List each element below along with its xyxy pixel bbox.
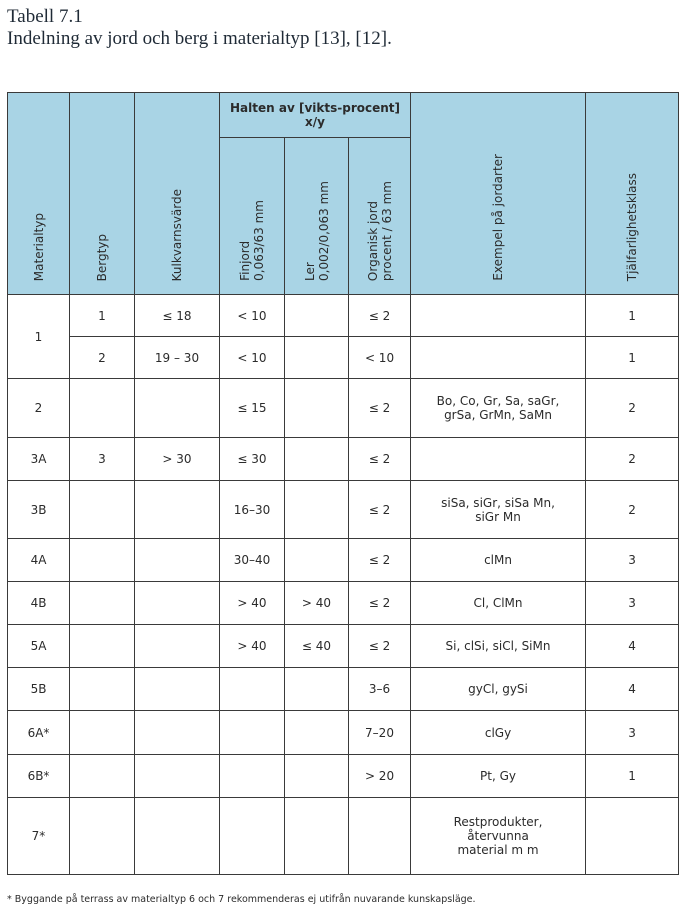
table-row bbox=[8, 337, 679, 379]
cell-ler bbox=[285, 481, 349, 539]
cell-finjord: ≤ 15 bbox=[220, 379, 285, 438]
header-finjord: Finjord 0,063/63 mm bbox=[220, 138, 285, 295]
cell-tjalfarlighet: 1 bbox=[586, 337, 679, 379]
cell-exempel: siSa, siGr, siSa Mn, siGr Mn bbox=[411, 481, 586, 539]
cell-finjord bbox=[220, 668, 285, 711]
cell-ler bbox=[285, 668, 349, 711]
cell-materialtyp: 2 bbox=[8, 379, 70, 438]
cell-exempel: gyCl, gySi bbox=[411, 668, 586, 711]
cell-kulkvarnsvarde bbox=[135, 625, 220, 668]
cell-exempel: Cl, ClMn bbox=[411, 582, 586, 625]
cell-kulkvarnsvarde bbox=[135, 668, 220, 711]
cell-kulkvarnsvarde bbox=[135, 798, 220, 875]
cell-exempel: clMn bbox=[411, 539, 586, 582]
cell-tjalfarlighet: 3 bbox=[586, 711, 679, 755]
cell-exempel: Pt, Gy bbox=[411, 755, 586, 798]
table-row bbox=[8, 379, 679, 438]
cell-exempel bbox=[411, 438, 586, 481]
cell-organisk: ≤ 2 bbox=[349, 379, 411, 438]
table-row bbox=[8, 668, 679, 711]
cell-exempel: Restprodukter, återvunna material m m bbox=[411, 798, 586, 875]
cell-exempel: clGy bbox=[411, 711, 586, 755]
cell-kulkvarnsvarde: 19 – 30 bbox=[135, 337, 220, 379]
cell-organisk: < 10 bbox=[349, 337, 411, 379]
cell-finjord: ≤ 30 bbox=[220, 438, 285, 481]
cell-organisk: ≤ 2 bbox=[349, 295, 411, 337]
table-row bbox=[8, 481, 679, 539]
cell-tjalfarlighet: 2 bbox=[586, 481, 679, 539]
cell-materialtyp: 1 bbox=[8, 295, 70, 379]
header-exempel: Exempel på jordarter bbox=[411, 93, 586, 295]
cell-bergtyp: 2 bbox=[70, 337, 135, 379]
table-caption: Indelning av jord och berg i materialtyp [13], [12]. bbox=[7, 28, 392, 49]
cell-ler bbox=[285, 337, 349, 379]
cell-organisk: ≤ 2 bbox=[349, 481, 411, 539]
table-row bbox=[8, 755, 679, 798]
cell-tjalfarlighet: 1 bbox=[586, 755, 679, 798]
cell-ler bbox=[285, 755, 349, 798]
cell-bergtyp bbox=[70, 755, 135, 798]
cell-bergtyp bbox=[70, 539, 135, 582]
header-halten: Halten av [vikts-procent] x/y bbox=[220, 93, 411, 138]
material-type-table bbox=[7, 92, 679, 875]
cell-materialtyp: 3A bbox=[8, 438, 70, 481]
cell-exempel: Si, clSi, siCl, SiMn bbox=[411, 625, 586, 668]
table-row bbox=[8, 798, 679, 875]
cell-finjord: 30–40 bbox=[220, 539, 285, 582]
cell-organisk: ≤ 2 bbox=[349, 625, 411, 668]
cell-bergtyp bbox=[70, 625, 135, 668]
cell-organisk: 7–20 bbox=[349, 711, 411, 755]
cell-ler: ≤ 40 bbox=[285, 625, 349, 668]
cell-materialtyp: 5B bbox=[8, 668, 70, 711]
cell-kulkvarnsvarde bbox=[135, 582, 220, 625]
cell-ler bbox=[285, 295, 349, 337]
cell-materialtyp: 6A* bbox=[8, 711, 70, 755]
cell-finjord: > 40 bbox=[220, 582, 285, 625]
table-title bbox=[7, 6, 392, 50]
cell-organisk bbox=[349, 798, 411, 875]
cell-kulkvarnsvarde bbox=[135, 711, 220, 755]
header-materialtyp: Materialtyp bbox=[8, 93, 70, 295]
cell-materialtyp: 6B* bbox=[8, 755, 70, 798]
cell-kulkvarnsvarde: > 30 bbox=[135, 438, 220, 481]
header-bergtyp: Bergtyp bbox=[70, 93, 135, 295]
cell-bergtyp: 3 bbox=[70, 438, 135, 481]
cell-tjalfarlighet: 3 bbox=[586, 539, 679, 582]
cell-materialtyp: 4B bbox=[8, 582, 70, 625]
header-tjalfarlighet: Tjälfarlighetsklass bbox=[586, 93, 679, 295]
cell-bergtyp: 1 bbox=[70, 295, 135, 337]
table-row bbox=[8, 582, 679, 625]
cell-kulkvarnsvarde: ≤ 18 bbox=[135, 295, 220, 337]
cell-materialtyp: 3B bbox=[8, 481, 70, 539]
cell-bergtyp bbox=[70, 481, 135, 539]
table-row bbox=[8, 711, 679, 755]
table-row bbox=[8, 625, 679, 668]
cell-tjalfarlighet: 2 bbox=[586, 379, 679, 438]
cell-finjord bbox=[220, 755, 285, 798]
cell-kulkvarnsvarde bbox=[135, 379, 220, 438]
cell-exempel bbox=[411, 295, 586, 337]
cell-tjalfarlighet: 3 bbox=[586, 582, 679, 625]
table-row bbox=[8, 295, 679, 337]
header-kulkvarnsvarde: Kulkvarnsvärde bbox=[135, 93, 220, 295]
header-organisk: Organisk jord procent / 63 mm bbox=[349, 138, 411, 295]
cell-organisk: 3–6 bbox=[349, 668, 411, 711]
cell-ler bbox=[285, 539, 349, 582]
cell-exempel: Bo, Co, Gr, Sa, saGr, grSa, GrMn, SaMn bbox=[411, 379, 586, 438]
table-row bbox=[8, 539, 679, 582]
cell-materialtyp: 4A bbox=[8, 539, 70, 582]
header-ler: Ler 0,002/0,063 mm bbox=[285, 138, 349, 295]
cell-finjord: > 40 bbox=[220, 625, 285, 668]
cell-bergtyp bbox=[70, 668, 135, 711]
cell-ler bbox=[285, 711, 349, 755]
cell-materialtyp: 5A bbox=[8, 625, 70, 668]
cell-organisk: ≤ 2 bbox=[349, 438, 411, 481]
cell-kulkvarnsvarde bbox=[135, 755, 220, 798]
cell-tjalfarlighet: 1 bbox=[586, 295, 679, 337]
cell-ler: > 40 bbox=[285, 582, 349, 625]
cell-bergtyp bbox=[70, 798, 135, 875]
cell-bergtyp bbox=[70, 711, 135, 755]
cell-ler bbox=[285, 438, 349, 481]
table-number: Tabell 7.1 bbox=[7, 6, 83, 27]
cell-materialtyp: 7* bbox=[8, 798, 70, 875]
table-row bbox=[8, 438, 679, 481]
cell-tjalfarlighet: 4 bbox=[586, 625, 679, 668]
cell-kulkvarnsvarde bbox=[135, 481, 220, 539]
cell-finjord: < 10 bbox=[220, 337, 285, 379]
cell-organisk: ≤ 2 bbox=[349, 539, 411, 582]
cell-bergtyp bbox=[70, 379, 135, 438]
cell-organisk: > 20 bbox=[349, 755, 411, 798]
cell-bergtyp bbox=[70, 582, 135, 625]
cell-tjalfarlighet: 4 bbox=[586, 668, 679, 711]
footnote: * Byggande på terrass av materialtyp 6 och 7 rekommenderas ej utifrån nuvarande kunskapsläge. bbox=[7, 894, 476, 905]
cell-tjalfarlighet bbox=[586, 798, 679, 875]
cell-exempel bbox=[411, 337, 586, 379]
cell-finjord bbox=[220, 711, 285, 755]
cell-organisk: ≤ 2 bbox=[349, 582, 411, 625]
cell-ler bbox=[285, 798, 349, 875]
cell-kulkvarnsvarde bbox=[135, 539, 220, 582]
cell-finjord: 16–30 bbox=[220, 481, 285, 539]
cell-tjalfarlighet: 2 bbox=[586, 438, 679, 481]
cell-ler bbox=[285, 379, 349, 438]
cell-finjord bbox=[220, 798, 285, 875]
cell-finjord: < 10 bbox=[220, 295, 285, 337]
